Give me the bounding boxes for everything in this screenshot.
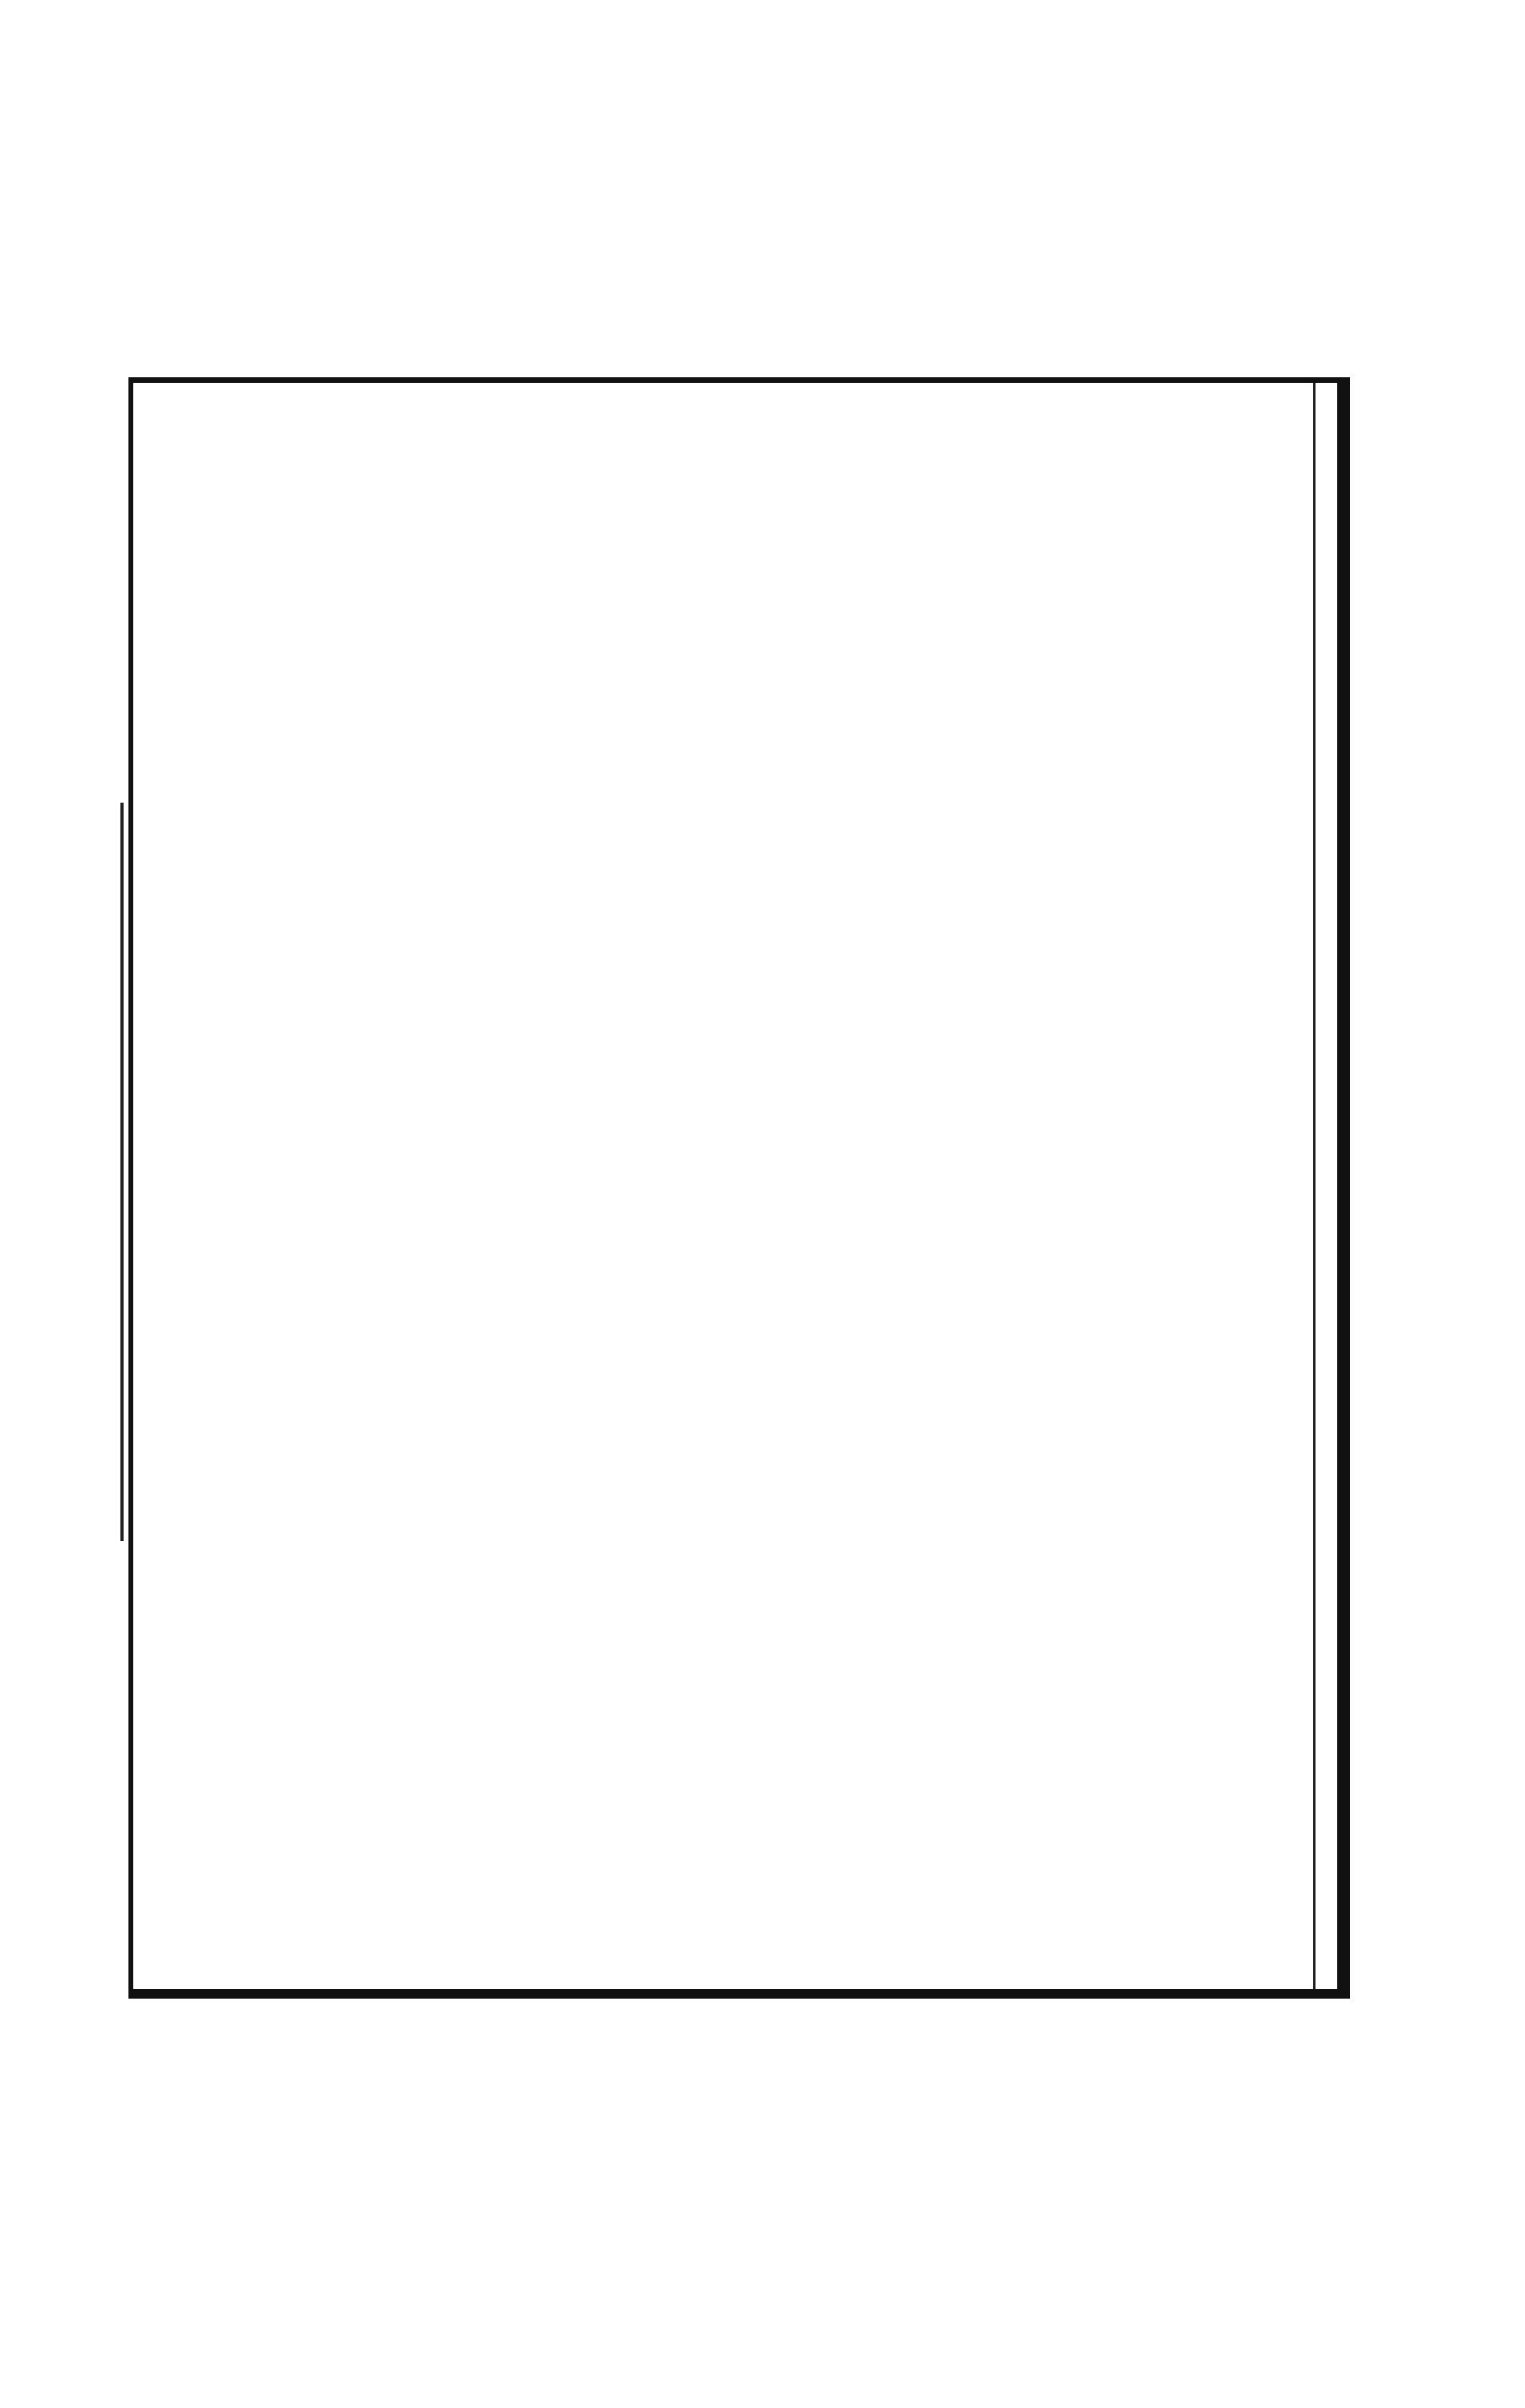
right-border-rule bbox=[1313, 383, 1316, 1989]
margin-fold-mark bbox=[120, 803, 135, 1541]
page-frame bbox=[128, 377, 1350, 1999]
